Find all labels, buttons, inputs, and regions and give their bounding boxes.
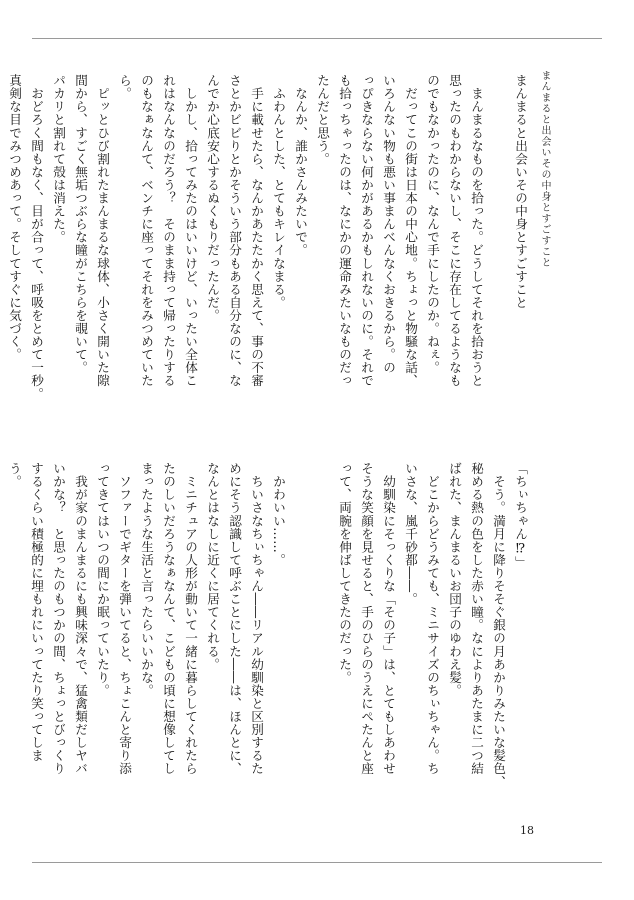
text-line: 我が家のまんまるにも興味深々で、猛禽類だしヤバ [73, 462, 88, 776]
text-line: ソファーでギターを弾いてると、ちょこんと寄り添 [117, 462, 132, 776]
page-number: 18 [520, 824, 534, 837]
text-line: たのしいだろうなぁなんて、こどもの頃に想像してし [161, 462, 176, 776]
text-line: しかし、拾ってみたのはいいけど、いったい全体こ [183, 74, 198, 388]
text-line [311, 462, 333, 834]
text-line: ミニチュアの人形が動いて一緒に暮らしてくれたら [183, 462, 198, 776]
text-line: ってきてはいつの間にか眠っていたり。 [95, 462, 110, 697]
text-line: さとかビビりとかそういう部分もある自分なのに、な [227, 74, 242, 388]
text-line: ちいさなちぃちゃん――リアル幼馴染と区別するた [249, 462, 264, 776]
text-line: れはなんなのだろう？ そのまま持って帰ったりする [161, 74, 176, 388]
bottom-rule [32, 862, 602, 863]
text-line: パカリと割れて殻は消えた。 [51, 74, 66, 244]
text-line: のでもなかったのに、なんで手にしたのか。ねぇ。 [425, 74, 440, 375]
text-line: ピッとひび割れたまんまるな球体、小さく開いた隙 [95, 74, 110, 388]
text-line: 秘める熱の色をした赤い瞳。なによりあたまに二つ結 [469, 462, 484, 776]
running-head: まんまると出会いその中身とすごすこと [539, 70, 550, 268]
text-line: んでか心底安心するぬくもりだったんだ。 [205, 74, 220, 322]
text-line: まんまるなものを拾った。どうしてそれを拾おうと [469, 74, 484, 388]
text-line: たんだと思う。 [315, 74, 330, 166]
text-block-bottom [0, 462, 531, 834]
text-line: っぴきならない何かがあるかもしれないのに。それで [359, 74, 374, 388]
text-line: そう。満月に降りそそぐ銀の月あかりみたいな髪色、 [491, 462, 506, 789]
text-line: まったような生活と言ったらいいかな。 [139, 462, 154, 697]
text-block-top [3, 74, 531, 454]
text-line: するくらい積極的に埋もれにいってたり笑ってしま [29, 462, 44, 763]
text-line: 手に載せたら、なんかあたたかく思えて、事の不審 [249, 74, 264, 388]
text-line: かわいい……。 [271, 462, 286, 567]
text-line: 幼馴染にそっくりな「その子」は、とてもしあわせ [381, 462, 396, 776]
text-line: ばれた、まんまるいお団子のゆわえ髪。 [447, 462, 462, 697]
text-line [487, 74, 509, 454]
text-line: ら。 [117, 74, 132, 101]
text-line [0, 462, 3, 834]
text-line [289, 462, 311, 834]
text-line: なんか、誰かさんみたいで。 [293, 74, 308, 257]
text-line: 間から、すごく無垢つぶらな瞳がこちらを覗いて。 [73, 74, 88, 375]
text-line: そうな笑顔を見せると、手のひらのうえにぺたんと座 [359, 462, 374, 776]
text-line: 「ちぃちゃん⁉」 [513, 462, 528, 569]
text-line: のもなぁなんて、ベンチに座ってそれをみつめていた [139, 74, 154, 388]
text-line: おどろく間もなく、目が合って、呼吸をとめて一秒。 [29, 74, 44, 401]
text-line: う。 [7, 462, 22, 489]
text-line: めにそう認識して呼ぶことにした――は、ほんとに、 [227, 462, 242, 776]
text-line: だってこの街は日本の中心地。ちょっと物騒な話、 [403, 74, 418, 388]
text-line: 真剣な目でみつめあって。そしてすぐに気づく。 [7, 74, 22, 362]
text-line: いさな、嵐千砂都――。 [403, 462, 418, 606]
text-line: も拾っちゃったのは、なにかの運命みたいなものだっ [337, 74, 352, 388]
text-line: ふわんとした、とてもキレイなまる。 [271, 74, 286, 309]
text-line: どこからどうみても、ミニサイズのちぃちゃん。ち [425, 462, 440, 776]
top-rule [32, 38, 602, 39]
text-line: って、両腕を伸ばしてきたのだった。 [337, 462, 352, 684]
text-line: 思ったのもわからないし、そこに存在してるようなも [447, 74, 462, 388]
text-line: まんまると出会いその中身とすごすこと [513, 74, 528, 309]
text-line: いかな？ と思ったのもつかの間、ちょっとびっくり [51, 462, 66, 776]
text-line: いろんない物も悪い事まんべんなくおきるから。の [381, 74, 396, 375]
text-line: なんとはなしに近くに居てくれる。 [205, 462, 220, 671]
